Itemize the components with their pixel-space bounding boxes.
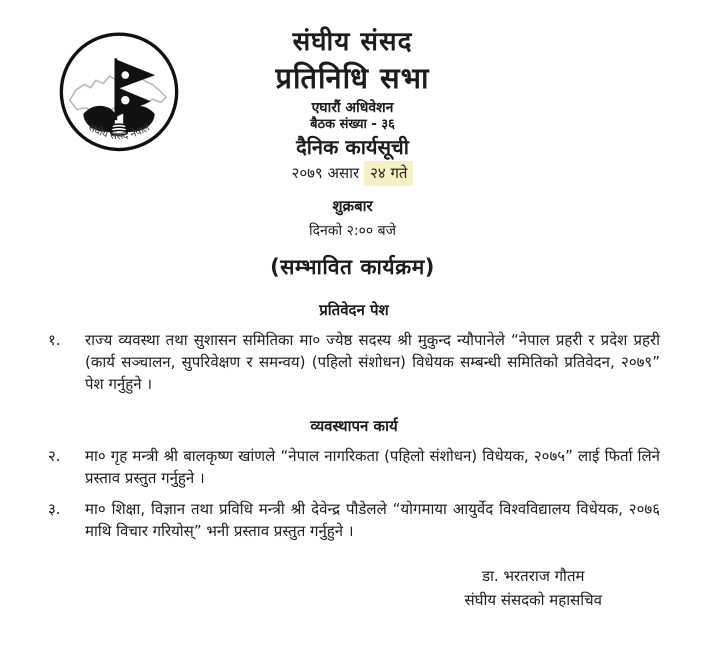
item-text: मा० गृह मन्त्री श्री बालकृष्ण खांणले “नेपाल नागरिकता (पहिलो संशोधन) विधेयक, २०७५” लाई फिर्ता लिने प्रस्ताव प्रस्तुत गर्नुहुने । bbox=[85, 447, 660, 487]
section-title-report: प्रतिवेदन पेश bbox=[319, 301, 389, 319]
agenda-item-1 bbox=[48, 329, 660, 395]
signature-block bbox=[465, 564, 603, 612]
agenda-body bbox=[0, 300, 705, 612]
agenda-item-2 bbox=[48, 445, 660, 489]
flag-sun-symbol bbox=[121, 96, 129, 104]
item-number: २. bbox=[48, 447, 61, 465]
weekday: शुक्रबार bbox=[332, 196, 373, 215]
signatory-name: डा. भरतराज गौतम bbox=[482, 567, 585, 585]
flag-moon-symbol bbox=[122, 71, 130, 79]
house-name: प्रतिनिधि सभा bbox=[275, 60, 430, 95]
parliament-emblem bbox=[56, 30, 182, 160]
meeting-time: दिनको २:०० बजे bbox=[308, 222, 397, 239]
item-number: ३. bbox=[48, 500, 61, 518]
date-highlighted: २४ गते bbox=[364, 161, 413, 186]
item-text: राज्य व्यवस्था तथा सुशासन समितिका मा० ज्येष्ठ सदस्य श्री मुकुन्द न्यौपानेले “नेपाल प्रहरी र प्रदेश प्रहरी (कार्य सञ्चालन, सुपरिवेक्षण र समन्वय) (पहिलो संशोधन) विधेयक सम्बन्धी समितिको प्रतिवेदन, २०७९” पेश गर्नुहुने । bbox=[85, 331, 660, 393]
program-title: (सम्भावित कार्यक्रम) bbox=[270, 254, 435, 279]
parliament-emblem-graphic bbox=[56, 30, 182, 160]
session-label: एघारौं अधिवेशन bbox=[311, 100, 394, 117]
meeting-number: बैठक संख्या - ३६ bbox=[310, 117, 395, 133]
date-line bbox=[0, 165, 705, 182]
date-prefix: २०७९ असार bbox=[291, 164, 360, 183]
signatory-title: संघीय संसदको महासचिव bbox=[464, 591, 602, 609]
document-type: दैनिक कार्यसूची bbox=[296, 135, 409, 160]
item-number: १. bbox=[48, 331, 61, 349]
emblem-caption: संघीय संसद नेपाल bbox=[86, 122, 152, 143]
item-text: मा० शिक्षा, विज्ञान तथा प्रविधि मन्त्री श्री देवेन्द्र पौडेलले “योगमाया आयुर्वेद विश्वविद्यालय विधेयक, २०७६ माथि विचार गरियोस्” भनी प्रस्ताव प्रस्तुत गर्नुहुने । bbox=[85, 500, 660, 540]
agenda-item-3 bbox=[48, 498, 660, 542]
section-title-legislation: व्यवस्थापन कार्य bbox=[310, 417, 398, 435]
parliament-name: संघीय संसद bbox=[292, 27, 413, 57]
